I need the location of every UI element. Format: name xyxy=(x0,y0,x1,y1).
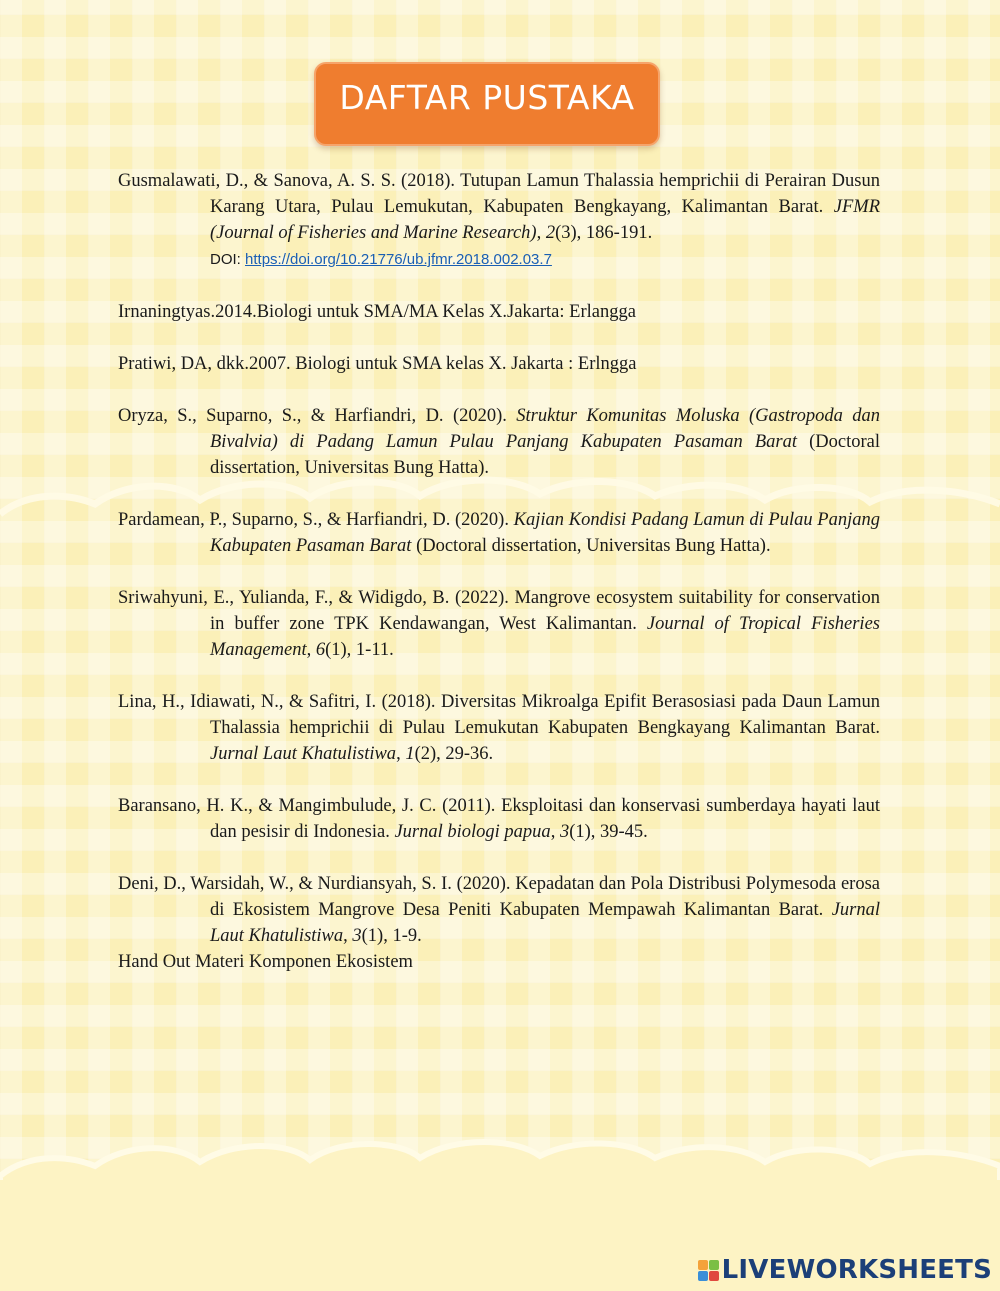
reference-text: Baransano, H. K., & Mangimbulude, J. C. (2011). Eksploitasi dan konservasi sumberdaya hayati laut dan pesisir di Indonesia. xyxy=(118,796,880,842)
reference-text: (1), 39-45. xyxy=(569,822,648,842)
logo-square xyxy=(698,1260,708,1270)
reference-text: (2), 29-36. xyxy=(414,744,494,764)
reference-text: Irnaningtyas.2014.Biologi untuk SMA/MA Kelas X.Jakarta: Erlangga xyxy=(118,302,636,322)
page-title: DAFTAR PUSTAKA xyxy=(339,77,635,117)
reference-text: Pardamean, P., Suparno, S., & Harfiandri, D. (2020). xyxy=(118,510,514,530)
reference-text: Gusmalawati, D., & Sanova, A. S. S. (2018). Tutupan Lamun Thalassia hemprichii di Perairan Dusun Karang Utara, Pulau Lemukutan, Kabupaten Bengkayang, Kalimantan Barat. xyxy=(118,171,880,217)
reference-text: (3), 186-191. xyxy=(555,223,653,243)
title-banner xyxy=(314,62,660,146)
reference-text: , xyxy=(536,223,546,243)
reference-text: Lina, H., Idiawati, N., & Safitri, I. (2018). Diversitas Mikroalga Epifit Berasosiasi pada Daun Lamun Thalassia hemprichii di Pulau Lemukutan Kabupaten Bengkayang Kalimantan Barat. xyxy=(118,692,880,738)
reference-text: Oryza, S., Suparno, S., & Harfiandri, D. (2020). xyxy=(118,406,517,426)
reference-item xyxy=(118,351,880,377)
reference-volume: 6 xyxy=(315,640,326,660)
handout-footnote: Hand Out Materi Komponen Ekosistem xyxy=(118,952,413,972)
reference-text: , xyxy=(550,822,560,842)
reference-text: , xyxy=(396,744,406,764)
logo-square xyxy=(698,1271,708,1281)
reference-item xyxy=(118,403,880,481)
reference-journal: Jurnal Laut Khatulistiwa xyxy=(210,744,397,764)
reference-text: (Doctoral dissertation, Universitas Bung Hatta). xyxy=(411,536,771,556)
doi-line xyxy=(210,246,880,273)
logo-text: LIVEWORKSHEETS xyxy=(721,1255,992,1285)
logo-square xyxy=(709,1271,719,1281)
reference-title: Struktur Komunitas Moluska (Gastropoda dan Bivalvia) di Padang Lamun Pulau Panjang Kabupaten Pasaman Barat xyxy=(210,406,881,452)
doi-link[interactable]: https://doi.org/10.21776/ub.jfmr.2018.002.03.7 xyxy=(245,251,552,268)
reference-item xyxy=(118,585,880,663)
reference-volume: 3 xyxy=(352,926,362,946)
reference-item xyxy=(118,507,880,559)
reference-text: , xyxy=(306,640,316,660)
reference-journal: Jurnal Laut Khatulistiwa xyxy=(210,900,880,946)
reference-text: (Doctoral dissertation, Universitas Bung Hatta). xyxy=(210,432,880,478)
reference-journal: JFMR (Journal of Fisheries and Marine Research) xyxy=(210,197,880,243)
liveworksheets-logo[interactable] xyxy=(698,1254,992,1286)
reference-item xyxy=(118,689,880,767)
reference-title: Kajian Kondisi Padang Lamun di Pulau Panjang Kabupaten Pasaman Barat xyxy=(210,510,880,556)
reference-list xyxy=(118,168,880,975)
reference-text: (1), 1-9. xyxy=(361,926,422,946)
reference-text: Pratiwi, DA, dkk.2007. Biologi untuk SMA kelas X. Jakarta : Erlngga xyxy=(118,354,637,374)
reference-text: , xyxy=(343,926,353,946)
reference-text: Deni, D., Warsidah, W., & Nurdiansyah, S. I. (2020). Kepadatan dan Pola Distribusi Polymesoda erosa di Ekosistem Mangrove Desa Peniti Kabupaten Mempawah Kalimantan Barat. xyxy=(118,874,880,920)
reference-item xyxy=(118,871,880,949)
logo-mark-icon xyxy=(698,1260,719,1281)
reference-item xyxy=(118,793,880,845)
reference-volume: 3 xyxy=(559,822,570,842)
reference-item xyxy=(118,299,880,325)
reference-journal: Jurnal biologi papua xyxy=(394,822,551,842)
reference-text: (1), 1-11. xyxy=(325,640,394,660)
reference-journal: Journal of Tropical Fisheries Management xyxy=(210,614,880,660)
reference-volume: 1 xyxy=(405,744,415,764)
reference-text: Sriwahyuni, E., Yulianda, F., & Widigdo, B. (2022). Mangrove ecosystem suitability for conservation in buffer zone TPK Kendawangan, West Kalimantan. xyxy=(118,588,880,634)
reference-item xyxy=(118,168,880,273)
doi-label: DOI: xyxy=(210,251,246,268)
reference-volume: 2 xyxy=(545,223,556,243)
cloud-edge-lower xyxy=(0,1126,1000,1186)
logo-square xyxy=(709,1260,719,1270)
